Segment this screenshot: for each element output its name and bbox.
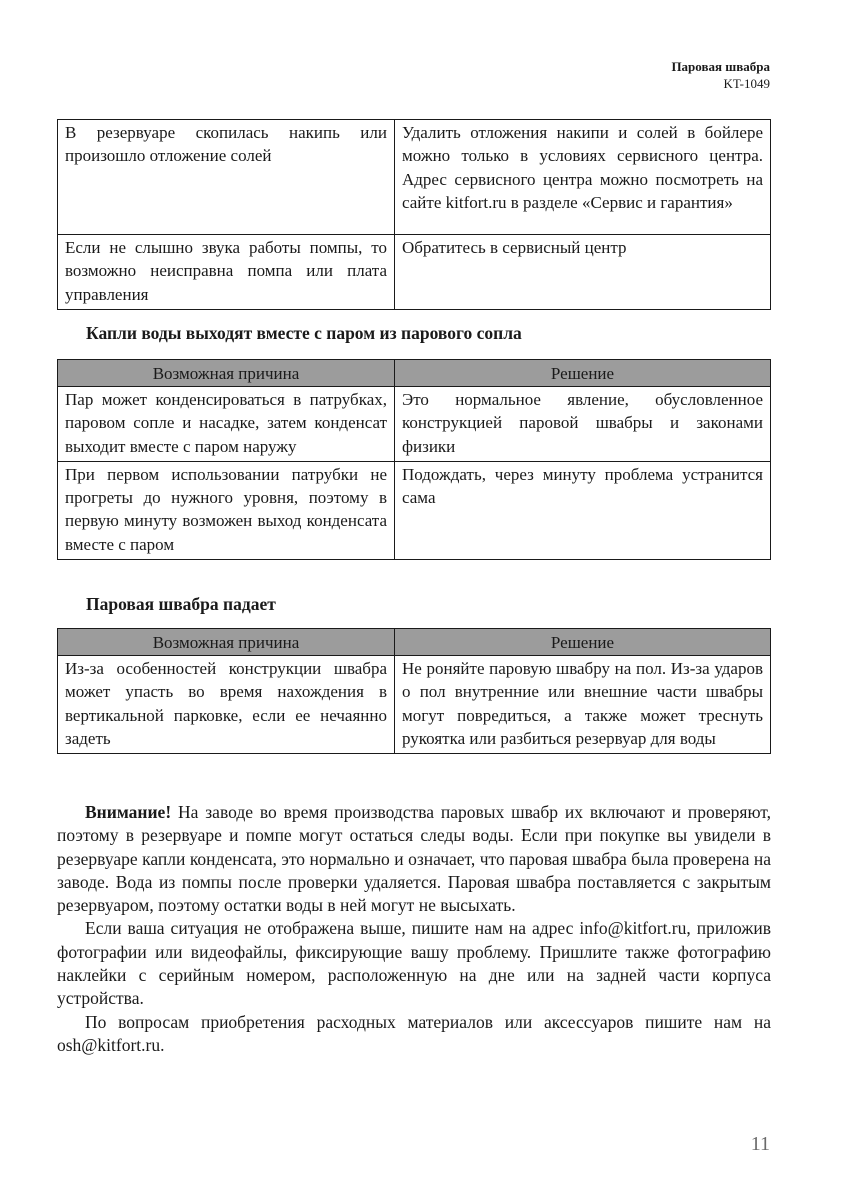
solution-cell: Это нормальное явление, обусловленное конструкцией паровой швабры и законами физики	[395, 387, 771, 462]
contact-paragraph: Если ваша ситуация не отображена выше, пишите нам на адрес info@kitfort.ru, приложив фотографии или видеофайлы, фиксирующие вашу проблему. Пришлите также фотографию наклейки с серийным номером, расположенную на дне или на задней части корпуса устройства.	[57, 918, 771, 1009]
section-title-drops: Капли воды выходят вместе с паром из парового сопла	[86, 323, 522, 343]
cause-cell: При первом использовании патрубки не прогреты до нужного уровня, поэтому в первую минуту возможен выход конденсата вместе с паром	[58, 461, 395, 559]
cause-cell: Пар может конденсироваться в патрубках, паровом сопле и насадке, затем конденсат выходит вместе с паром наружу	[58, 387, 395, 462]
table-row	[58, 387, 771, 462]
notice-paragraph	[57, 801, 771, 917]
cause-cell: Если не слышно звука работы помпы, то возможно неисправна помпа или плата управления	[58, 235, 395, 310]
solution-cell: Удалить отложения накипи и солей в бойлере можно только в условиях сервисного центра. Адрес сервисного центра можно посмотреть на сайте kitfort.ru в разделе «Сервис и гарантия»	[395, 120, 771, 235]
table-header-row	[58, 629, 771, 656]
header-model: KT-1049	[723, 76, 770, 91]
cause-cell: Из-за особенностей конструкции швабра может упасть во время нахождения в вертикальной парковке, если ее нечаянно задеть	[58, 656, 395, 754]
table-falls	[57, 628, 771, 754]
table-scale-continued	[57, 119, 771, 310]
table-row	[58, 461, 771, 559]
column-header-cause: Возможная причина	[58, 629, 395, 656]
table-row	[58, 656, 771, 754]
column-header-solution: Решение	[395, 629, 771, 656]
table-row	[58, 120, 771, 235]
table-header-row	[58, 360, 771, 387]
solution-cell: Подождать, через минуту проблема устранится сама	[395, 461, 771, 559]
column-header-cause: Возможная причина	[58, 360, 395, 387]
column-header-solution: Решение	[395, 360, 771, 387]
page-number: 11	[750, 1133, 770, 1155]
cause-cell: В резервуаре скопилась накипь или произошло отложение солей	[58, 120, 395, 235]
section-title-falls: Паровая швабра падает	[86, 594, 276, 614]
solution-cell: Не роняйте паровую швабру на пол. Из-за ударов о пол внутренние или внешние части швабры могут повредиться, а также может треснуть рукоятка или разбиться резервуар для воды	[395, 656, 771, 754]
page-header	[671, 58, 770, 92]
solution-cell: Обратитесь в сервисный центр	[395, 235, 771, 310]
table-drops	[57, 359, 771, 560]
table-row	[58, 235, 771, 310]
notice-label: Внимание!	[85, 802, 172, 822]
notice-body: На заводе во время производства паровых швабр их включают и проверяют, поэтому в резервуаре и помпе могут остаться следы воды. Если при покупке вы увидели в резервуаре капли конденсата, это нормально и означает, что паровая швабра была проверена на заводе. Вода из помпы после проверки удаляется. Паровая швабра поставляется с закрытым резервуаром, поэтому остатки воды в ней могут не высыхать.	[57, 802, 771, 916]
notice-text	[57, 801, 771, 1057]
header-title: Паровая швабра	[671, 59, 770, 74]
accessories-paragraph: По вопросам приобретения расходных материалов или аксессуаров пишите нам на osh@kitfort.ru.	[57, 1011, 771, 1055]
